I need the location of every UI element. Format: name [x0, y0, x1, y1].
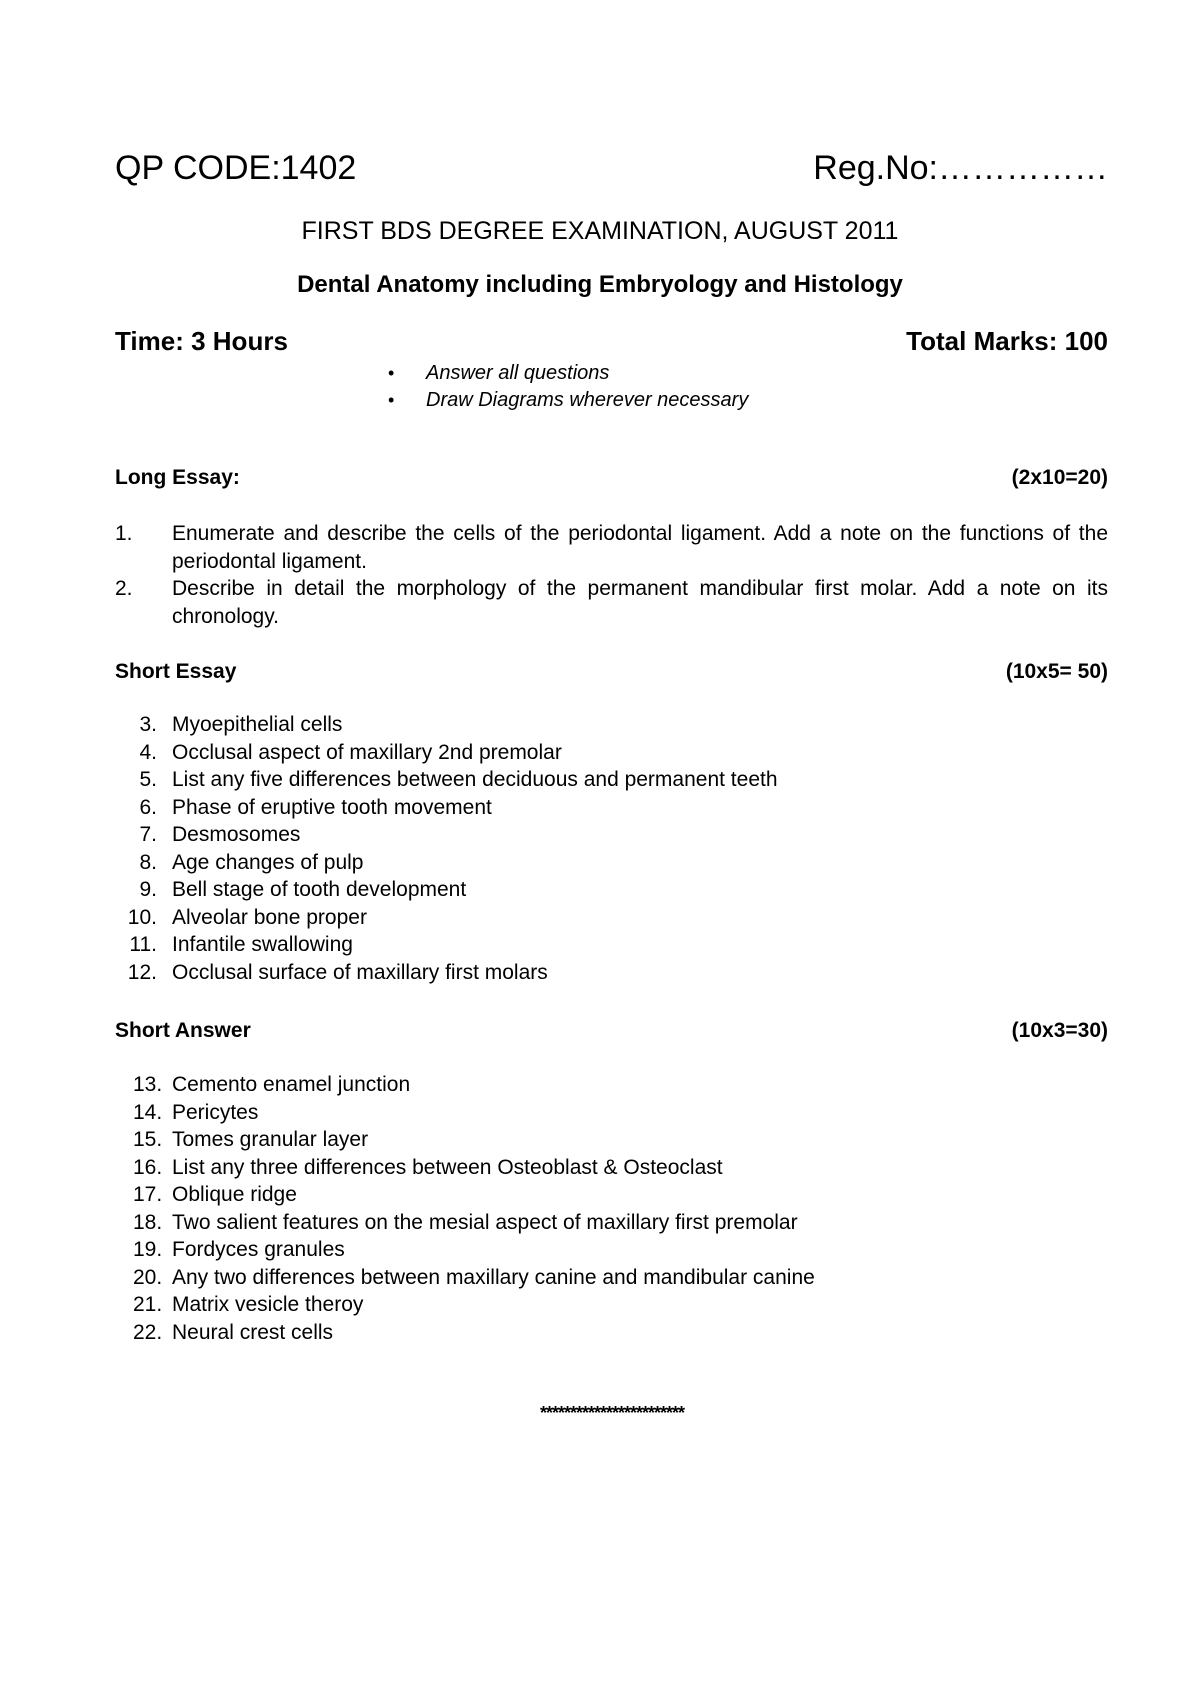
question-item — [115, 520, 1108, 575]
question-number: 10. — [127, 905, 157, 929]
time-label: Time: 3 Hours — [115, 326, 288, 356]
question-text: Neural crest cells — [172, 1320, 334, 1344]
question-text: Occlusal aspect of maxillary 2nd premolar — [172, 740, 562, 764]
section-header-short-essay — [115, 658, 1108, 686]
question-number: 2. — [115, 577, 133, 600]
question-number: 3. — [139, 713, 157, 736]
long-essay-questions — [115, 520, 1108, 630]
question-text: Oblique ridge — [172, 1183, 297, 1206]
subject-title: Dental Anatomy including Embryology and Histology — [297, 271, 903, 298]
question-number: 18. — [133, 1210, 163, 1234]
short-answer-questions — [115, 1071, 1108, 1346]
question-text: List any five differences between deciduous and permanent teeth — [172, 768, 778, 791]
question-number: 22. — [133, 1320, 163, 1344]
question-text: List any three differences between Osteoblast & Osteoclast — [172, 1155, 723, 1179]
question-item — [115, 1154, 1108, 1182]
section-title: Long Essay: — [115, 466, 240, 489]
question-number: 11. — [129, 933, 157, 956]
question-item — [115, 711, 1108, 739]
question-item — [115, 1291, 1108, 1319]
question-item — [115, 1319, 1108, 1347]
question-text: Two salient features on the mesial aspect of maxillary first premolar — [172, 1210, 798, 1234]
question-item — [115, 821, 1108, 849]
question-number: 17. — [133, 1183, 163, 1206]
question-number: 12. — [127, 960, 157, 984]
question-number: 9. — [139, 878, 157, 901]
question-item — [115, 1236, 1108, 1264]
question-item — [115, 739, 1108, 767]
question-text: Cemento enamel junction — [172, 1073, 411, 1096]
section-marks: (10x3=30) — [1011, 1019, 1108, 1042]
question-text: Tomes granular layer — [172, 1128, 369, 1151]
question-text: Occlusal surface of maxillary first molars — [172, 960, 548, 984]
question-text: Age changes of pulp — [172, 850, 364, 874]
question-item — [115, 1099, 1108, 1127]
instruction-item — [388, 360, 748, 387]
question-item — [115, 931, 1108, 959]
question-number: 21. — [133, 1293, 163, 1316]
section-title: Short Answer — [115, 1019, 251, 1042]
qp-code: QP CODE:1402 — [115, 149, 357, 187]
question-item — [115, 876, 1108, 904]
section-marks: (2x10=20) — [1011, 466, 1108, 489]
question-item — [115, 1209, 1108, 1237]
question-text: Bell stage of tooth development — [172, 878, 467, 901]
question-number: 1. — [115, 522, 133, 545]
question-text: Desmosomes — [172, 823, 301, 846]
question-number: 19. — [133, 1238, 163, 1261]
question-number: 6. — [139, 795, 157, 819]
question-item — [115, 794, 1108, 822]
instruction-item — [388, 387, 748, 414]
question-text: Describe in detail the morphology of the permanent mandibular first molar. Add a note on its chronology. — [172, 577, 1108, 628]
end-of-paper-marker: ************************ — [539, 1403, 685, 1423]
question-item — [115, 575, 1108, 630]
section-title: Short Essay — [115, 660, 237, 683]
bullet-icon: • — [388, 390, 395, 410]
question-item — [115, 849, 1108, 877]
question-text: Phase of eruptive tooth movement — [172, 795, 492, 819]
question-number: 16. — [133, 1155, 163, 1179]
instruction-text: Draw Diagrams wherever necessary — [426, 389, 749, 411]
paper-header — [115, 148, 1108, 188]
short-essay-questions — [115, 711, 1108, 986]
question-number: 4. — [139, 740, 157, 764]
exam-title: FIRST BDS DEGREE EXAMINATION, AUGUST 2011 — [301, 217, 899, 245]
question-number: 5. — [139, 768, 157, 791]
question-number: 15. — [133, 1128, 163, 1151]
question-text: Any two differences between maxillary canine and mandibular canine — [172, 1265, 815, 1289]
question-number: 20. — [133, 1265, 163, 1289]
total-marks: Total Marks: 100 — [906, 326, 1108, 356]
question-item — [115, 1264, 1108, 1292]
bullet-icon: • — [388, 363, 395, 383]
question-item — [115, 904, 1108, 932]
question-item — [115, 1071, 1108, 1099]
question-text: Enumerate and describe the cells of the periodontal ligament. Add a note on the functions of the periodontal ligament. — [172, 522, 1108, 573]
question-number: 13. — [133, 1073, 163, 1096]
question-number: 8. — [139, 850, 157, 874]
question-item — [115, 766, 1108, 794]
section-header-long-essay — [115, 464, 1108, 492]
question-text: Myoepithelial cells — [172, 713, 343, 736]
question-item — [115, 1181, 1108, 1209]
reg-no: Reg.No:…………… — [813, 149, 1108, 187]
time-marks-row — [115, 325, 1108, 357]
question-text: Pericytes — [172, 1100, 259, 1124]
question-number: 14. — [133, 1100, 163, 1124]
question-number: 7. — [139, 823, 157, 846]
question-text: Alveolar bone proper — [172, 905, 367, 929]
question-item — [115, 959, 1108, 987]
section-header-short-answer — [115, 1017, 1108, 1045]
question-item — [115, 1126, 1108, 1154]
question-text: Matrix vesicle theroy — [172, 1293, 364, 1316]
question-text: Fordyces granules — [172, 1238, 345, 1261]
instructions-list — [388, 360, 748, 414]
question-text: Infantile swallowing — [172, 933, 353, 956]
section-marks: (10x5= 50) — [1005, 660, 1108, 683]
instruction-text: Answer all questions — [426, 362, 610, 384]
